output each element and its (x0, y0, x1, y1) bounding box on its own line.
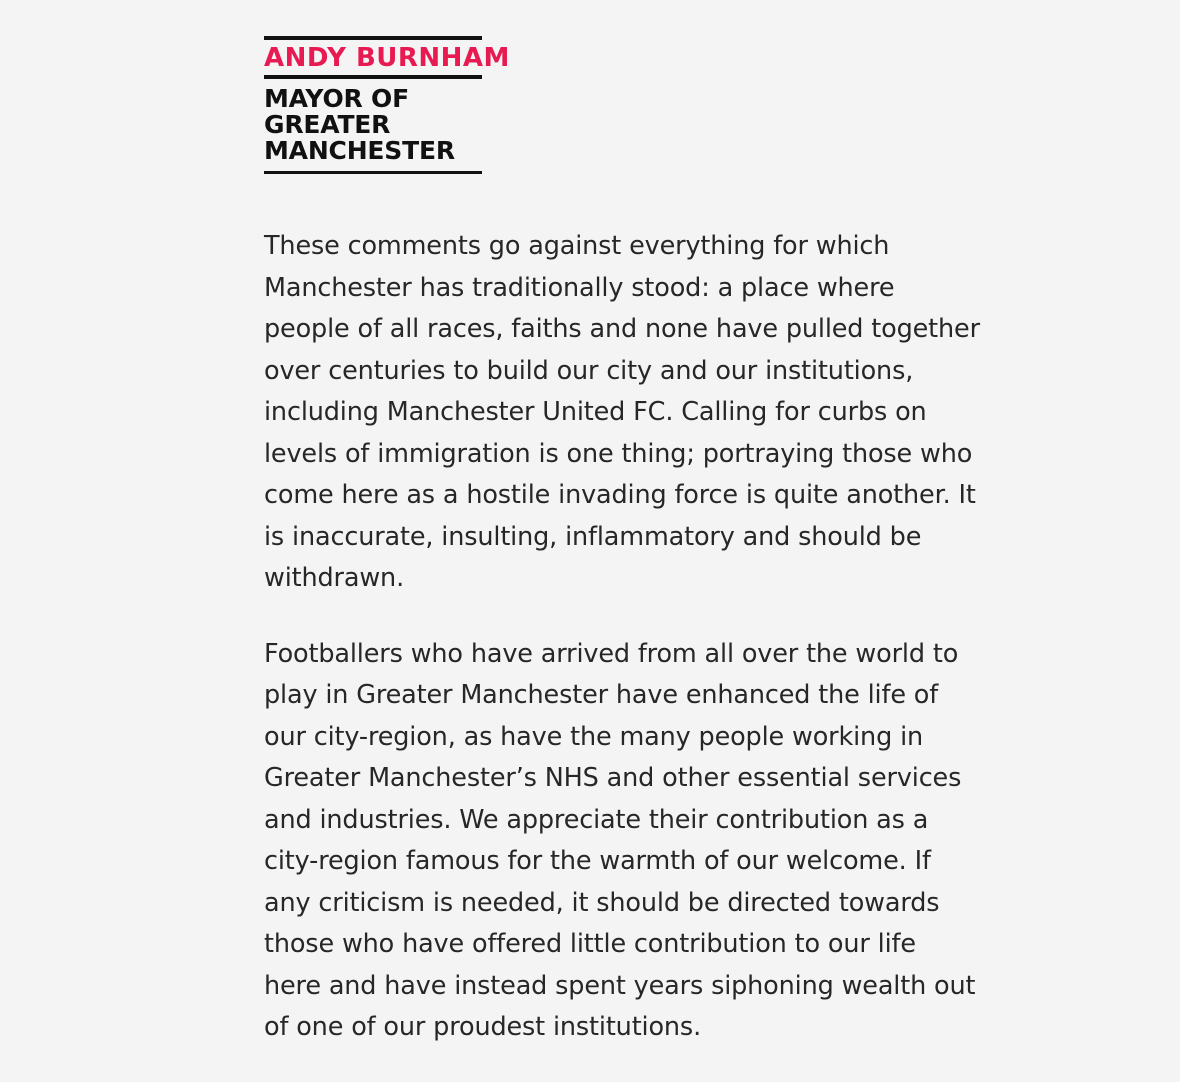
logo-title-line-2: GREATER (264, 110, 391, 139)
logo-title-line-3: MANCHESTER (264, 136, 455, 165)
logo-name: ANDY BURNHAM (264, 43, 510, 73)
logo-bottom-rule (264, 171, 482, 174)
logo-title-line-1: MAYOR OF (264, 84, 409, 113)
logo-title (264, 79, 482, 171)
statement-paragraph: Footballers who have arrived from all over the world to play in Greater Manchester have enhanced the life of our city-region, as have the many people working in Greater Manchester’s NHS and other essential services and industries. We appreciate their contribution as a city-region famous for the warmth of our welcome. If any criticism is needed, it should be directed towards those who have offered little contribution to our life here and have instead spent years siphoning wealth out of one of our proudest institutions. (264, 638, 976, 1042)
mayor-logo (264, 36, 510, 174)
statement-paragraph: These comments go against everything for which Manchester has traditionally stood: a place where people of all races, faiths and none have pulled together over centuries to build our city and our institutions, including Manchester United FC. Calling for curbs on levels of immigration is one thing; portraying those who come here as a hostile invading force is quite another. It is inaccurate, insulting, inflammatory and should be withdrawn. (264, 231, 980, 593)
statement-card (264, 36, 980, 1049)
statement-body (264, 226, 980, 1049)
